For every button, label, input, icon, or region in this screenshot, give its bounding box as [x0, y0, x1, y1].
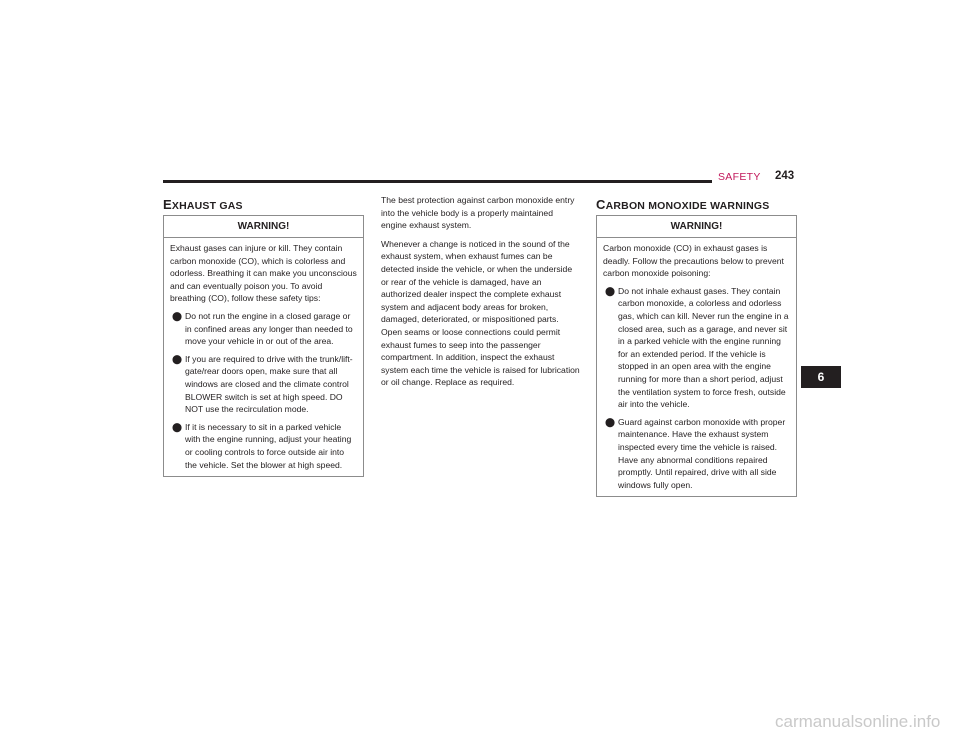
list-item [170, 421, 357, 471]
body-paragraph: The best protection against carbon monoxide entry into the vehicle body is a properly maintained engine exhaust system. [381, 195, 575, 231]
bullet-icon: ⬤ [605, 285, 616, 296]
list-item-text: If you are required to drive with the trunk/lift-gate/rear doors open, make sure that all windows are closed and the climate control BLOWER switch is set at high speed. DO NOT use the recirculation mode. [185, 353, 353, 415]
list-item-text: Do not inhale exhaust gases. They contain carbon monoxide, a colorless and odorless gas, which can kill. Never run the engine in a closed area, such as a garage, and never sit in a parked vehicle with the engine running for an extended period. If the vehicle is stopped in an open area with the engine running for more than a short period, adjust the ventilation system to force fresh, outside air into the vehicle. [618, 285, 789, 410]
watermark: carmanualsonline.info [775, 712, 941, 731]
co-warning-label: WARNING! [597, 216, 796, 238]
list-item-text: Do not run the engine in a closed garage or in confined areas any longer than needed to move your vehicle in or out of the area. [185, 310, 353, 347]
body-text-column [381, 194, 581, 395]
bullet-icon: ⬤ [172, 353, 183, 364]
co-warning-body [597, 238, 796, 496]
co-warning-intro: Carbon monoxide (CO) in exhaust gases is deadly. Follow the precautions below to prevent carbon monoxide poisoning: [603, 243, 784, 279]
bullet-icon: ⬤ [605, 416, 616, 427]
body-paragraph: Whenever a change is noticed in the sound of the exhaust system, when exhaust fumes can be detected inside the vehicle, or when the underside or rear of the vehicle is damaged, have an authorized dealer inspect the complete exhaust system and adjacent body areas for broken, damaged, deteriorated, or mispositioned parts. Open seams or loose connections could permit exhaust fumes to seep into the passenger compartment. In addition, inspect the exhaust system each time the vehicle is raised for lubrication or oil change. Replace as required. [381, 238, 580, 388]
exhaust-warning-list [170, 310, 357, 471]
list-item [603, 416, 790, 492]
page-number: 243 [775, 170, 795, 182]
co-warning-box [596, 215, 797, 497]
bullet-icon: ⬤ [172, 421, 183, 432]
list-item-text: Guard against carbon monoxide with proper maintenance. Have the exhaust system inspected every time the vehicle is raised. Have any abnormal conditions repaired promptly. Until repaired, drive with all side windows fully open. [618, 416, 786, 490]
chapter-tab: 6 [801, 366, 841, 388]
list-item [170, 353, 357, 416]
bullet-icon: ⬤ [172, 310, 183, 321]
exhaust-warning-label: WARNING! [164, 216, 363, 238]
carbon-monoxide-heading: CARBON MONOXIDE WARNINGS [596, 197, 770, 212]
list-item [603, 285, 790, 411]
exhaust-warning-intro: Exhaust gases can injure or kill. They contain carbon monoxide (CO), which is colorless and odorless. Breathing it can make you unconscious and can eventually poison you. To avoid breathing (CO), follow these safety tips: [170, 243, 357, 304]
section-label: SAFETY [718, 171, 761, 183]
list-item [170, 310, 357, 348]
exhaust-gas-heading: EXHAUST GAS [163, 197, 243, 212]
list-item-text: If it is necessary to sit in a parked vehicle with the engine running, adjust your heating or cooling controls to force outside air into the vehicle. Set the blower at high speed. [185, 421, 352, 470]
exhaust-warning-body [164, 238, 363, 476]
header-rule [163, 180, 712, 183]
exhaust-warning-box [163, 215, 364, 477]
co-warning-list [603, 285, 790, 492]
